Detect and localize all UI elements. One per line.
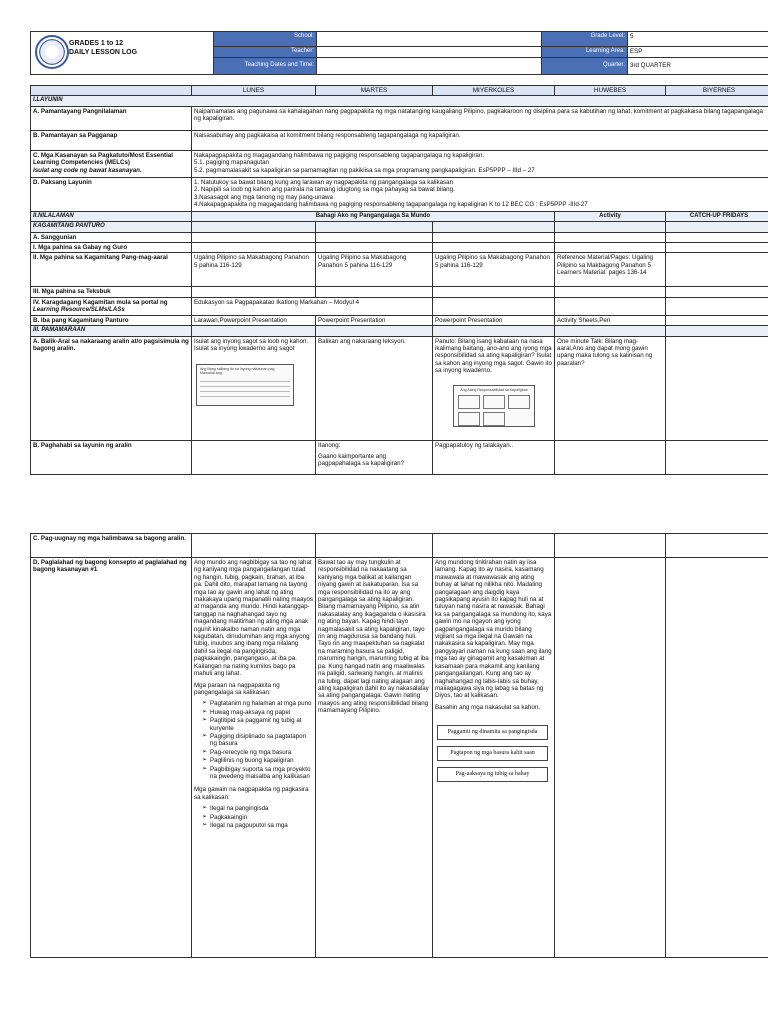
balik-aral-miyerkoles-text: Panuto: Bilang isang kabataan na nasa ikalimang baitang, ano-ano ang iyong mga responsibilidad sa ating kapaligiran? Isulat sa kahon ang inyong mga sagot. Gawin ito sa inyong kwaderno.: [435, 337, 552, 375]
list-item: ➢ Pagbibigay suporta sa mga proyekto na pwedeng maisalba ang kalikasan: [202, 766, 313, 781]
ref-lunes: Ugaling Pilipino sa Makabagong Panahon 5 pahina 116-129: [192, 253, 316, 287]
header-title-line1: GRADES 1 to 12: [69, 40, 124, 47]
teacher-label: Teacher:: [214, 46, 317, 57]
list-item: ➢ Pag-rerecycle ng mga basura: [202, 749, 313, 756]
paksang-layunin-line4: 4.Nakapagpapakita ng magagandang halimbawa ng pagiging responsableng tagapangalaga ng kapaligiran K to 12 BEC CG : EsP5PPP -IIId-27: [194, 201, 588, 209]
worksheet-thumbnail-lunes-caption: Ang iilang salitang ito na inyong natutunan pag Mamahal ang: [200, 367, 275, 376]
day-header-martes: MARTES: [316, 86, 433, 96]
kasanayan-text: [192, 150, 768, 177]
paghahabi-martes: [316, 440, 433, 474]
portal-text: Edukasyon sa Pagpapakatao Ikatlong Markahan – Modyul 4: [192, 297, 433, 315]
pamantayan-sa-pagganap-text: Naisasabuhay ang pagkakaisa at komitment bilang responsableng tagapangalaga ng kapaligiran.: [192, 130, 768, 150]
dates-label: Teaching Dates and Time:: [214, 57, 317, 74]
teacher-value[interactable]: [317, 46, 542, 57]
section-pamamaraan: III. PAMAMARAAN: [31, 326, 192, 336]
dates-value[interactable]: [317, 57, 542, 74]
ref-martes: Ugaling Pilipino sa Makabagong Panahon 5 pahina 116-129: [316, 253, 433, 287]
balik-aral-lunes-text: Isulat ang inyong sagot sa loob ng kahon. Isulat sa inyong kwaderno ang sagot: [194, 337, 309, 353]
balik-aral-martes: Balikan ang nakaraang leksyon.: [316, 336, 433, 440]
row-label-teksbuk: III. Mga pahina sa Teksbuk: [31, 287, 192, 297]
iba-martes: Powerpoint Presentation: [316, 315, 433, 325]
ref-huwebes: Reference Material/Pages: Ugaling Pilipino sa Makbagong Panahon 5 Learners Material: pages 136-14: [555, 253, 666, 287]
portal-sublabel: Learning Resource/SLMs/LASs: [33, 306, 125, 314]
header-title-cell: [31, 32, 214, 75]
paglalahad-lunes: [192, 558, 316, 958]
row-label-portal: [31, 297, 192, 315]
day-header-row: [31, 86, 768, 96]
paglalahad-martes: Bawat tao ay may tungkulin at responsibilidad na nakaatang sa kaniyang mga balikat at kailangan niyang gawin at isakatuparan. Isa sa mga responsibilidad na ito ay ang pangangalaga sa ating kapaligiran. Bilang mamamayang Pilipino, sa atin nakasalalay ang ikagaganda o ikasisira ng ating bayan. Kapag hindi tayo nagmalasakit sa ating kapaligiran, tayo rin ang magdurusa sa bandang huli. Tayo rin ang maapektuhan sa nagkalat na maraming basura sa paligid, maruming hangin, maruming tubig at iba pa. Kung hangad natin ang maaliwalas na paligid, sariwang hangin, at malinis na tubig, dapat lagi nating alagaan ang ating kapaligiran dahil ito ay nakasalalay sa ating pangangalaga. Gawin nating maayos ang ating responsibilidad bilang mamamayang Pilipino.: [316, 558, 433, 958]
kasanayan-sublabel: Isulat ang code ng bawat kasanayan.: [33, 166, 142, 174]
row-label-balik-aral: A. Balik-Aral sa nakaraang aralin at/o pagsisimula ng bagong aralin.: [31, 336, 192, 440]
lesson-log-page-1: [30, 31, 768, 475]
pagkasira-list: [194, 805, 313, 829]
list-item: ➢ Paglilinis ng buong kapaligiran: [202, 757, 313, 764]
paglalahad-lunes-para3: Mga gawain na nagpapakita ng pagkasira sa kalikasan:: [194, 786, 309, 801]
list-item: ➢ Pagkakaingin: [202, 814, 313, 821]
row-label-paksang-layunin: D. Paksang Layunin: [31, 177, 192, 211]
paksang-layunin-text: [192, 177, 768, 211]
situation-box-1: Paggamit ng dinamita sa pangingisda: [437, 725, 548, 740]
row-label-iba-pang-kagamitan: B. Iba pang Kagamitang Panturo: [31, 315, 192, 325]
paghahabi-martes-line1: Itanong:: [318, 441, 341, 449]
row-label-sanggunian: A. Sanggunian: [31, 232, 192, 242]
day-header-biyernes: BIYERNES: [666, 86, 768, 96]
header-title-line2: DAILY LESSON LOG: [69, 49, 138, 56]
lesson-log-page-2: [30, 533, 768, 958]
school-label: School:: [214, 32, 317, 47]
worksheet-thumbnail-miyerkoles: [453, 385, 535, 427]
situation-box-3: Pag-aaksaya ng tubig sa bahay: [437, 767, 548, 782]
row-label-kasanayan: [31, 150, 192, 177]
row-label-pag-uugnay: C. Pag-uugnay ng mga halimbawa sa bagong aralin.: [31, 534, 192, 558]
area-label: Learning Area:: [542, 46, 628, 57]
quarter-label: Quarter:: [542, 57, 628, 74]
list-item: ➢ Pagiging disiplinado sa pagtatapon ng basura: [202, 733, 313, 748]
balik-aral-miyerkoles: [433, 336, 555, 440]
section-layunin: I.LAYUNIN: [31, 96, 768, 106]
iba-lunes: Larawan,Powerpoint Presentation: [192, 315, 316, 325]
list-item: ➢ Pagtatanim ng halaman at mga puno: [202, 700, 313, 707]
catchup-header: CATCH-UP FRIDAYS: [666, 211, 768, 221]
ref-miyerkoles: Ugaling Pilipino sa Makabagong Panahon 5 pahina 116-129: [433, 253, 555, 287]
kasanayan-line2: 5.1. pagiging mapanagutan: [194, 159, 269, 167]
paghahabi-miyerkoles: Pagpapatuloy ng talakayan..: [433, 440, 555, 474]
row-label-pamantayang-pangnilalaman: A. Pamantayang Pangnilalaman: [31, 106, 192, 130]
kasanayan-line3: 5.2. pagmamalasakit sa kapaligiran sa pamamagitan ng pakikiisa sa mga programang pangkapaligiran. EsP5PPP – IIId – 27: [194, 166, 535, 174]
lesson-table-2: [30, 533, 768, 958]
list-item: ➢ Ilegal na pagpuputol sa mga: [202, 822, 313, 829]
paksang-layunin-line1: 1. Natutukoy sa bawat bilang kung ang larawan ay nagpapakita ng pangangalaga sa kalikasan: [194, 178, 454, 186]
quarter-value[interactable]: 3rd QUARTER: [628, 57, 768, 74]
lesson-table-1: [30, 85, 768, 475]
section-nilalaman: II.NILALAMAN: [31, 211, 192, 221]
school-value[interactable]: [317, 32, 542, 47]
pangangalaga-list: [194, 700, 313, 780]
balik-aral-huwebes: One minute Talk: Bilang mag-aaral,Ano ang dapat mong gawin upang maka tulong sa kalinisan ng paaralan?: [555, 336, 666, 440]
deped-seal-icon: [35, 35, 69, 69]
portal-label: IV. Karagdagang Kagamitan mula sa portal ng: [33, 298, 168, 306]
pamantayang-pangnilalaman-text: Naipamamalas ang pagunawa sa kahalagahan nang pagpapakita ng mga natatanging kaugaliang Pilipino, pagkakaroon ng disiplina para sa kabutihan ng lahat, komitment at pagkakaisa bilang tagapangalaga ng kapaligiran.: [192, 106, 768, 130]
paksang-layunin-line3: 3.Nasasagot ang mga tanong ng may pang-unawa: [194, 193, 333, 201]
nilalaman-title: Bahagi Ako ng Pangangalaga Sa Mundo: [192, 211, 555, 221]
activity-header: Activity: [555, 211, 666, 221]
grade-value[interactable]: 5: [628, 32, 768, 47]
row-label-gabay: I. Mga pahina sa Gabay ng Guro: [31, 243, 192, 253]
row-label-paglalahad: D. Paglalahad ng bagong konsepto at paglalahad ng bagong kasanayan #1: [31, 558, 192, 958]
row-label-kagamitang-pang-mag-aaral: II. Mga pahina sa Kagamitang Pang-mag-aaral: [31, 253, 192, 287]
iba-miyerkoles: Powerpoint Presentation: [433, 315, 555, 325]
paksang-layunin-line2: 2. Napipili sa loob ng kahon ang pariralа na tamang idugtong sa mga pahayag sa bawat bilang.: [194, 186, 455, 194]
worksheet-thumbnail-miyerkoles-caption: Ang Aking Responsabilidad sa Kapaligiran: [460, 387, 528, 392]
day-header-huwebes: HUWEBES: [555, 86, 666, 96]
section-kagamitan: KAGAMITANG PANTURO: [31, 222, 192, 232]
paglalahad-lunes-para2: Mga paraan na nagpapakita ng pangangalaga sa kalikasan:: [194, 681, 280, 696]
kasanayan-label: C. Mga Kasanayan sa Pagkatuto/Most Essential Learning Competencies (MELCs): [33, 151, 173, 167]
paglalahad-miyerkoles: [433, 558, 555, 958]
balik-aral-lunes: [192, 336, 316, 440]
kasanayan-line1: Nakapagpapakita ng magagandang halimbawa ng pagiging responsableng tagapangalaga ng kapaligiran.: [194, 151, 485, 159]
paglalahad-lunes-para1: Ang mundo ang nagbibigay sa tao ng lahat ng kaniyang mga pangangailangan tulad ng hangin, tubig, pagkain, tirahan, at iba pa. Dahil dito, marapat lamang na tayong mga tao ay gawin ang lahat ng ating makakaya upang mapanatili nating maayos at maganda ang mundo. Hindi katanggap-tanggap na naghahangad tayo ng magandang matitirhan ng ating mga anak ngunit kinakalbo naman natin ang mga kagubatan, dinudumihan ang mga anyong tubig, inuubos ang ibang mga nilalang dahil sa ilegal na pangingisda, pagkakaingin, pangangaso, at iba pa. Kailangan na nating kumilos bago pa mahuli ang lahat.: [194, 559, 314, 678]
row-label-pamantayan-sa-pagganap: B. Pamantayan sa Pagganap: [31, 130, 192, 150]
list-item: ➢ Pagtitipid sa paggamit ng tubig at kuryente: [202, 717, 313, 732]
paglalahad-miyerkoles-para2: Basahin ang mga nakasulat sa kahon.: [435, 703, 540, 711]
list-item: ➢ Huwag mag-aksaya ng papel: [202, 709, 313, 716]
day-header-miyerkoles: MIYERKOLES: [433, 86, 555, 96]
paglalahad-miyerkoles-para: Ang mundong tinitirahan natin ay iisa lamang. Kapag ito ay nasira, kasamang mawawala at mawawasak ang ating buhay at lahat ng nilikha nito. Madaling pangalagaan ang daigdig kaya pagsikapang ayusin ito kapag huli na at tuluyan nang nasira at nawasak. Bahagi ka sa pangangalaga sa mundong ito, kaya gawin mo na ngayon ang iyong pagpangangalaga sa mundo bilang vigilant sa mga ilegal na Gawain na nakakasira sa kapaligiran. May mga pangyayari naman na kung saan ang ilang mga tao ay ginagamit ang kasakiman at kasamaan para makamit ang kanilang pangangailangan. Kung ang tao ay naghahangad ng labis-labis sa buhay, maiiagagawa siya ng labag sa batas ng Diyos, tao at kalikasan.: [435, 559, 552, 700]
area-value[interactable]: ESP: [628, 46, 768, 57]
worksheet-thumbnail-lunes: [196, 364, 294, 406]
row-label-paghahabi: B. Paghahabi sa layunin ng aralin: [31, 440, 192, 474]
header-table: [30, 31, 768, 75]
list-item: ➢ Ilegal na pangingisda: [202, 805, 313, 812]
day-header-lunes: LUNES: [192, 86, 316, 96]
grade-label: Grade Level:: [542, 32, 628, 47]
iba-huwebes: Activity Sheets,Pen: [555, 315, 666, 325]
situation-box-2: Pagtapon ng mga basura kahit saan: [437, 746, 548, 761]
paghahabi-martes-line2: Gaano kaimportante ang pagpapahalaga sa kapaligiran?: [318, 453, 405, 468]
